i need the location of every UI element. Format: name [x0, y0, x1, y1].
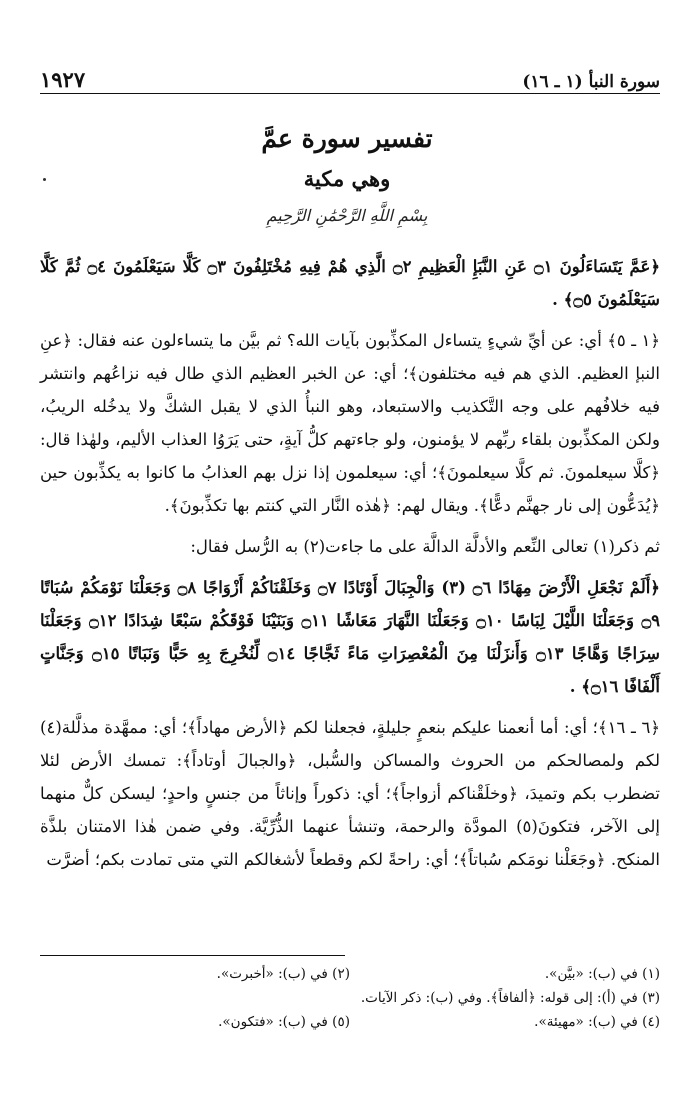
header-divider [40, 93, 660, 94]
sura-header: سورة النبأ (١ ـ ١٦) [522, 72, 660, 92]
tafsir-1-5: ﴿١ ـ ٥﴾ أي: عن أيِّ شيءٍ يتساءل المكذِّبون بآيات الله؟ ثم بيَّن ما يتساءلون عنه فقال: ﴿عنِ النبإ العظيم. الذي هم فيه مختلفون﴾؛ أي: عن الخبر العظيم الذي طال فيه نزاعُهم وانتشر فيه خلافُهم على وجه التَّكذيب والاستبعاد، وهو النبأُ الذي لا يقبل الشكَّ ولا يدخُله الريبُ، ولكن المكذِّبون بلقاء ربِّهم لا يؤمنون، ولو جاءتهم كلُّ آيةٍ، حتى يَرَوُا العذاب الأليم، ولهٰذا قال: ﴿كلَّا سيعلمونَ. ثم كلَّا سيعلمونَ﴾؛ أي: سيعلمون إذا نزل بهم العذابُ ما كانوا به يكذِّبون حين ﴿يُدَعُّون إلى نار جهنَّم دعًّا﴾. ويقال لهم: ﴿هٰذه النَّار التي كنتم بها تكذِّبونَ﴾. [40, 331, 660, 515]
footnote-2: (٢) في (ب): «أخبرت». [216, 966, 350, 982]
tafsir-6-16: ﴿٦ ـ ١٦﴾؛ أي: أما أنعمنا عليكم بنعمٍ جليلةٍ، فجعلنا لكم ﴿الأرض مهاداً﴾؛ أي: ممهَّدة مذلَّلة(٤) لكم ولمصالحكم من الحروث والمساكن والسُّبل، ﴿والجبالَ أوتاداً﴾: تمسك الأرض لئلا تضطرب بكم وتميدَ، ﴿وخلَقْناكم أزواجاً﴾؛ أي: ذكوراً وإناثاً من جنسٍ واحدٍ؛ ليسكن كلٌّ منهما إلى الآخر، فتكونَ(٥) المودَّة والرحمة، وتنشأ عنهما الذُّرِّيَّة. وفي ضمن هٰذا الامتنان بلذَّة المنكح. ﴿وجَعَلْنا نومَكم سُباتاً﴾؛ أي: راحةً لكم وقطعاً لأشغالكم التي متى تمادت بكم؛ أضرَّت [40, 718, 661, 869]
footnote-3: (٣) في (أ): إلى قوله: ﴿ألفافاً﴾. وفي (ب): ذكر الآيات. [360, 990, 660, 1006]
page-subtitle: وهي مكية [303, 166, 391, 191]
transition-paragraph: ثم ذكر(١) تعالى النِّعم والأدلَّة الدالَّة على ما جاءت(٢) به الرُّسل فقال: [190, 537, 660, 556]
footnotes [40, 962, 660, 1034]
footnote-row [40, 986, 660, 1010]
running-header [40, 62, 660, 92]
page-title: تفسير سورة عمَّ [261, 124, 433, 153]
main-text [40, 250, 660, 884]
page-number: ١٩٢٧ [40, 67, 86, 92]
basmala: بِسْمِ اللَّهِ الرَّحْمَٰنِ الرَّحِيمِ [266, 206, 428, 225]
footnote-row [40, 962, 660, 986]
quran-verses-6-16: ﴿أَلَمْ نَجْعَلِ الْأَرْضَ مِهَادًا ۝٦ (٣) وَالْجِبَالَ أَوْتَادًا ۝٧ وَخَلَقْنَاكُمْ أَزْوَاجًا ۝٨ وَجَعَلْنَا نَوْمَكُمْ سُبَاتًا ۝٩ وَجَعَلْنَا اللَّيْلَ لِبَاسًا ۝١٠ وَجَعَلْنَا النَّهَارَ مَعَاشًا ۝١١ وَبَنَيْنَا فَوْقَكُمْ سَبْعًا شِدَادًا ۝١٢ وَجَعَلْنَا سِرَاجًا وَهَّاجًا ۝١٣ وَأَنزَلْنَا مِنَ الْمُعْصِرَاتِ مَاءً ثَجَّاجًا ۝١٤ لِّنُخْرِجَ بِهِ حَبًّا وَنَبَاتًا ۝١٥ وَجَنَّاتٍ أَلْفَافًا ۝١٦﴾ . [40, 578, 661, 696]
footnote-row [40, 1010, 660, 1034]
footnote-1: (١) في (ب): «بيَّن». [544, 966, 660, 982]
footnote-4: (٤) في (ب): «مهيئة». [534, 1014, 660, 1030]
quran-verses-1-5: ﴿عَمَّ يَتَسَاءَلُونَ ۝١ عَنِ النَّبَإِ الْعَظِيمِ ۝٢ الَّذِي هُمْ فِيهِ مُخْتَلِفُونَ ۝٣ كَلَّا سَيَعْلَمُونَ ۝٤ ثُمَّ كَلَّا سَيَعْلَمُونَ ۝٥﴾ . [40, 257, 660, 309]
footnote-5: (٥) في (ب): «فتكون». [218, 1014, 350, 1030]
footnote-divider [40, 955, 345, 956]
